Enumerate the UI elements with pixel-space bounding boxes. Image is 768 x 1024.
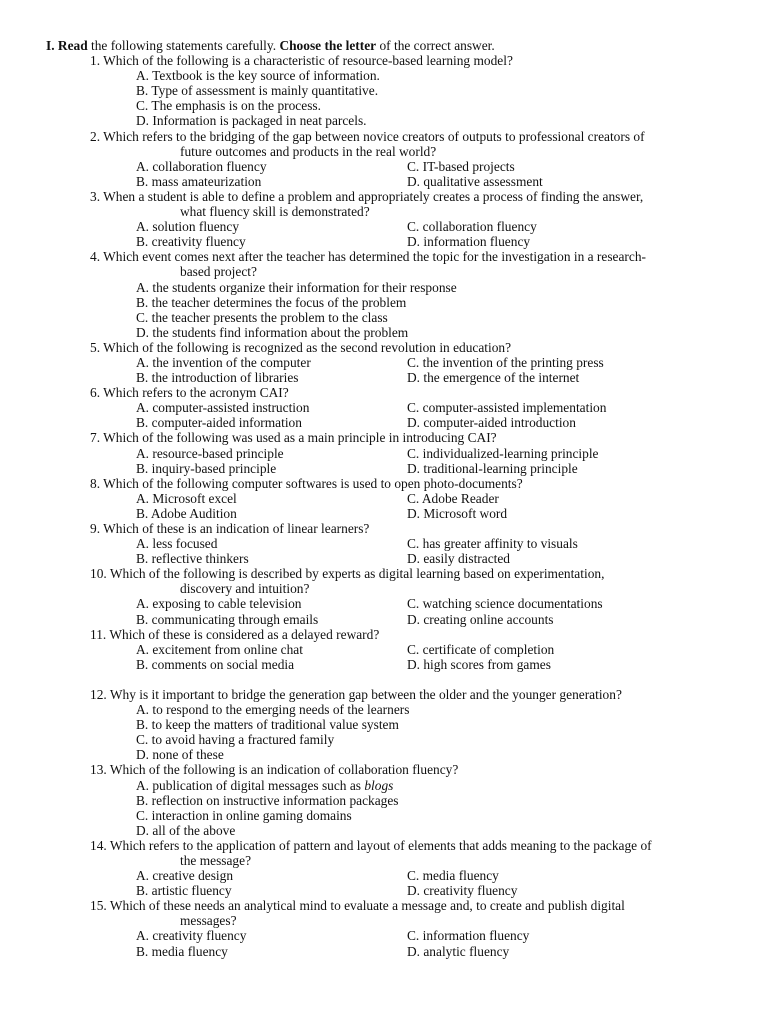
answer-option[interactable]: A. the invention of the computer (136, 354, 311, 370)
question-text: Which of the following is recognized as the second revolution in education? (103, 339, 512, 355)
options-row (136, 551, 768, 566)
answer-option-text: A. to respond to the emerging needs of the learners (136, 702, 410, 718)
question-text-cont: the message? (180, 852, 252, 868)
answer-option-text: C. interaction in online gaming domains (136, 807, 352, 823)
answer-option[interactable]: B. media fluency (136, 943, 228, 959)
answer-option[interactable]: B. Adobe Audition (136, 505, 237, 521)
answer-option[interactable]: C. individualized-learning principle (407, 445, 599, 461)
answer-option[interactable] (136, 83, 768, 98)
answer-option[interactable]: A. creativity fluency (136, 928, 247, 944)
question-number: 15. (90, 898, 107, 914)
question-text: When a student is able to define a problem and appropriately creates a process of finding the answer, (103, 188, 644, 204)
answer-option-text: D. none of these (136, 747, 224, 763)
question-text: Why is it important to bridge the generation gap between the older and the younger generation? (109, 686, 622, 702)
answer-option[interactable] (136, 823, 768, 838)
question-text-cont: based project? (180, 264, 257, 280)
question-stem (90, 249, 728, 264)
question-text: Which refers to the acronym CAI? (103, 385, 289, 401)
question-1 (0, 53, 768, 128)
answer-option-text: C. the teacher presents the problem to the class (136, 309, 388, 325)
answer-option[interactable]: D. the emergence of the internet (407, 370, 580, 386)
question-number: 8. (90, 475, 101, 491)
instruction-text-end: of the correct answer. (376, 38, 495, 53)
answer-option[interactable]: C. media fluency (407, 868, 499, 884)
options-row (136, 159, 768, 174)
question-15 (0, 898, 768, 958)
question-number: 2. (90, 128, 101, 144)
options-row (136, 174, 768, 189)
question-number: 12. (90, 686, 107, 702)
answer-option[interactable]: B. reflective thinkers (136, 551, 249, 567)
answer-option[interactable] (136, 310, 768, 325)
answer-option[interactable] (136, 793, 768, 808)
question-text-cont: discovery and intuition? (180, 581, 310, 597)
answer-option[interactable]: C. computer-assisted implementation (407, 400, 607, 416)
options-row (136, 355, 768, 370)
instruction-text: the following statements carefully. (87, 38, 280, 53)
question-text: Which of these needs an analytical mind to evaluate a message and, to create and publish digital (109, 898, 625, 914)
question-text-cont: what fluency skill is demonstrated? (180, 204, 370, 220)
question-10 (0, 566, 768, 626)
question-text: Which refers to the bridging of the gap between novice creators of outputs to professional creators of (103, 128, 645, 144)
answer-option[interactable]: B. communicating through emails (136, 611, 319, 627)
answer-option[interactable]: C. IT-based projects (407, 158, 515, 174)
question-text: Which event comes next after the teacher has determined the topic for the investigation in a research- (103, 249, 646, 265)
question-number: 9. (90, 521, 101, 536)
answer-option[interactable]: D. computer-aided introduction (407, 415, 576, 431)
question-number: 13. (90, 762, 107, 778)
question-stem (90, 385, 728, 400)
question-text: Which of these is an indication of linear learners? (103, 521, 370, 536)
answer-option[interactable]: C. collaboration fluency (407, 219, 537, 235)
answer-option[interactable]: C. watching science documentations (407, 596, 603, 612)
answer-option-text: B. Type of assessment is mainly quantitative. (136, 83, 379, 99)
question-text: Which of the following was used as a main principle in introducing CAI? (103, 430, 497, 446)
question-5 (0, 340, 768, 385)
answer-option[interactable]: B. comments on social media (136, 656, 295, 672)
answer-option[interactable]: D. creating online accounts (407, 611, 554, 627)
question-stem (90, 898, 728, 913)
question-text: Which of these is considered as a delayed reward? (109, 626, 380, 642)
question-text: Which of the following is described by experts as digital learning based on experimentation, (109, 566, 605, 582)
options-row (136, 219, 768, 234)
options-row (136, 536, 768, 551)
question-stem (90, 627, 728, 642)
answer-option[interactable]: D. creativity fluency (407, 883, 518, 899)
answer-option-text: D. the students find information about the problem (136, 324, 409, 340)
question-11 (0, 627, 768, 672)
answer-option[interactable] (136, 295, 768, 310)
answer-option[interactable] (136, 717, 768, 732)
question-12 (0, 687, 768, 762)
question-3 (0, 189, 768, 249)
answer-option[interactable]: C. the invention of the printing press (407, 354, 604, 370)
question-number: 10. (90, 566, 107, 582)
options-row (136, 868, 768, 883)
question-text: Which refers to the application of pattern and layout of elements that adds meaning to the package of (109, 837, 652, 853)
instruction-read: I. Read (46, 38, 88, 53)
question-number: 11. (90, 626, 107, 642)
question-text: Which of the following is an indication of collaboration fluency? (109, 762, 459, 778)
answer-option[interactable]: B. the introduction of libraries (136, 370, 299, 386)
question-6 (0, 385, 768, 430)
question-text-cont: future outcomes and products in the real world? (180, 143, 437, 159)
answer-option[interactable] (136, 808, 768, 823)
question-stem (90, 838, 728, 853)
question-7 (0, 430, 768, 475)
answer-option[interactable]: D. high scores from games (407, 656, 551, 672)
question-number: 6. (90, 385, 101, 401)
answer-option[interactable]: B. artistic fluency (136, 883, 232, 899)
answer-option-text: B. the teacher determines the focus of the problem (136, 294, 407, 310)
answer-option[interactable]: A. computer-assisted instruction (136, 400, 310, 416)
question-number: 1. (90, 53, 101, 69)
answer-option[interactable]: A. excitement from online chat (136, 641, 303, 657)
answer-option-text: C. to avoid having a fractured family (136, 732, 335, 748)
options-row (136, 506, 768, 521)
question-stem (90, 762, 728, 777)
answer-option-text: B. reflection on instructive information packages (136, 792, 399, 808)
question-stem (90, 430, 728, 445)
options-row (136, 657, 768, 672)
options-row (136, 612, 768, 627)
answer-option[interactable]: A. collaboration fluency (136, 158, 267, 174)
answer-option[interactable]: D. information fluency (407, 234, 531, 250)
options-row (136, 370, 768, 385)
question-text: Which of the following is a characteristic of resource-based learning model? (103, 53, 513, 69)
answer-option[interactable] (136, 732, 768, 747)
question-4 (0, 249, 768, 340)
question-9 (0, 521, 768, 566)
answer-option-text: A. the students organize their information for their response (136, 279, 457, 295)
answer-option[interactable] (136, 778, 768, 793)
question-number: 5. (90, 339, 101, 355)
answer-option-text: A. publication of digital messages such as (136, 777, 365, 793)
question-stem (90, 521, 728, 536)
answer-option[interactable] (136, 747, 768, 762)
answer-option[interactable]: B. computer-aided information (136, 415, 302, 431)
quiz-page (0, 38, 768, 959)
question-list (0, 53, 768, 959)
answer-option-italic: blogs (364, 777, 394, 793)
answer-option[interactable] (136, 68, 768, 83)
question-number: 14. (90, 837, 107, 853)
options-row (136, 446, 768, 461)
options-row (136, 415, 768, 430)
options-row (136, 234, 768, 249)
answer-option[interactable]: D. analytic fluency (407, 943, 510, 959)
answer-option[interactable]: B. creativity fluency (136, 234, 246, 250)
question-14 (0, 838, 768, 898)
answer-option[interactable]: D. Microsoft word (407, 505, 508, 521)
question-stem (90, 476, 728, 491)
question-stem (90, 340, 728, 355)
answer-option[interactable]: A. less focused (136, 536, 218, 552)
answer-option[interactable] (136, 702, 768, 717)
answer-option[interactable]: C. information fluency (407, 928, 530, 944)
answer-option[interactable] (136, 113, 768, 128)
instructions (46, 38, 768, 53)
answer-option[interactable]: A. solution fluency (136, 219, 240, 235)
answer-option-text: D. all of the above (136, 822, 236, 838)
answer-option[interactable]: C. certificate of completion (407, 641, 555, 657)
answer-option[interactable]: A. Microsoft excel (136, 490, 237, 506)
answer-option[interactable]: A. exposing to cable television (136, 596, 302, 612)
answer-option[interactable]: B. mass amateurization (136, 173, 262, 189)
options-row (136, 596, 768, 611)
question-stem (90, 53, 728, 68)
question-number: 7. (90, 430, 101, 446)
answer-option[interactable]: D. qualitative assessment (407, 173, 543, 189)
answer-option[interactable] (136, 325, 768, 340)
options-row (136, 928, 768, 943)
answer-option-text: D. Information is packaged in neat parcels. (136, 113, 367, 129)
question-stem (90, 189, 728, 204)
spacer (0, 672, 768, 687)
question-text: Which of the following computer softwares is used to open photo-documents? (103, 475, 523, 491)
answer-option[interactable]: D. traditional-learning principle (407, 460, 578, 476)
answer-option[interactable]: A. resource-based principle (136, 445, 284, 461)
answer-option[interactable] (136, 98, 768, 113)
options-row (136, 400, 768, 415)
question-13 (0, 762, 768, 837)
options-row (136, 642, 768, 657)
options-row (136, 491, 768, 506)
answer-option-text: B. to keep the matters of traditional value system (136, 717, 399, 733)
options-row (136, 944, 768, 959)
answer-option[interactable]: A. creative design (136, 868, 234, 884)
question-stem (90, 566, 728, 581)
answer-option-text: C. The emphasis is on the process. (136, 98, 321, 114)
answer-option[interactable]: C. Adobe Reader (407, 490, 499, 506)
options-row (136, 883, 768, 898)
options-row (136, 461, 768, 476)
question-stem (90, 129, 728, 144)
answer-option[interactable]: C. has greater affinity to visuals (407, 536, 578, 552)
answer-option[interactable]: B. inquiry-based principle (136, 460, 277, 476)
instruction-choose: Choose the letter (279, 38, 377, 53)
question-number: 3. (90, 188, 101, 204)
answer-option[interactable]: D. easily distracted (407, 551, 510, 567)
question-2 (0, 129, 768, 189)
answer-option[interactable] (136, 280, 768, 295)
question-number: 4. (90, 249, 101, 265)
question-stem (90, 687, 728, 702)
answer-option-text: A. Textbook is the key source of information. (136, 68, 380, 84)
question-8 (0, 476, 768, 521)
question-text-cont: messages? (180, 913, 237, 929)
